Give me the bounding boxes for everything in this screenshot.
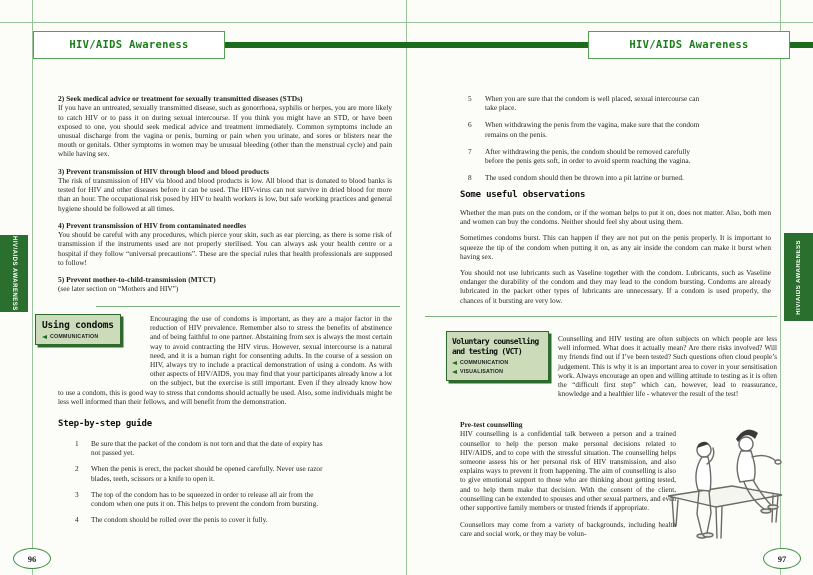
callout-title-line1: Voluntary counselling [452, 337, 539, 346]
left-page-border-line [32, 0, 33, 575]
spine-line [406, 0, 407, 575]
tag-communication [42, 334, 116, 340]
vct-callout [446, 331, 549, 381]
step-guide-title: Step-by-step guide [58, 419, 152, 430]
tag-arrow-icon [452, 370, 457, 374]
section-stds [58, 94, 392, 159]
step-number: 4 [75, 515, 79, 525]
step-number: 5 [468, 94, 472, 103]
tag-label: COMMUNICATION [50, 334, 99, 340]
pretest-heading: Pre-test counselling [460, 420, 523, 429]
step-number: 2 [75, 464, 79, 474]
step-item [468, 94, 705, 112]
left-page-header [33, 31, 225, 59]
step-item [468, 120, 705, 138]
using-condoms-callout [35, 314, 121, 345]
step-item [75, 490, 325, 508]
section-blood [58, 167, 392, 213]
using-condoms-callout-wrap [35, 314, 121, 380]
step-text: After withdrawing the penis, the condom should be removed carefully before the penis gets soft, in order to avoid sperm reaching the vagina. [485, 146, 691, 166]
tag-label: COMMUNICATION [460, 360, 509, 366]
right-page-header-title: HIV/AIDS Awareness [629, 39, 749, 51]
section-heading: 4) Prevent transmission of HIV from contaminated needles [58, 220, 247, 230]
right-side-tab-label: HIV/AIDS AWARENESS [795, 239, 802, 315]
step-text: The condom should be rolled over the penis to cover it fully. [91, 515, 268, 525]
section-heading: 5) Prevent mother-to-child-transmission (MTCT) [58, 275, 216, 285]
right-page-header [588, 31, 790, 59]
step-item [468, 147, 705, 165]
section-heading: 2) Seek medical advice or treatment for sexually transmitted diseases (STDs) [58, 94, 303, 103]
step-number: 7 [468, 146, 472, 156]
section-body: If you have an untreated, sexually transmitted disease, such as gonorrhoea, syphilis or herpes, you are more likely to catch HIV or to pass it on during sexual intercourse. If you think you might have an STD, or have been exposed to one, you should seek medical advice and treatment immediately. Common symptoms include an unusual discharge from the vagina or penis, burning or pain when you urinate, and sores or blisters near the mouth or genitals. Other symptoms in women may be unusual bleeding (other than the menstrual cycle) and pain while having sex. [58, 103, 392, 159]
observation-paragraph: Whether the man puts on the condom, or if the woman helps to put it on, does not matter. Also, both men and women can buy the condoms. Neither should feel shy about using them. [460, 208, 771, 227]
pretest-section [460, 420, 676, 540]
vct-intro-paragraph: Counselling and HIV testing are often subjects on which people are less well informed. What does it actually mean? Are there risks involved? Will my friends find out if I’ve been tested? Such questions often cloud people’s judgement. This is why it is an important area to cover in your sensitisation work. Always encourage an open and willing attitude to testing as it is often the “difficult first step” which can, however, lead to reassurance, knowledge and a healthier life - whatever the result of the test! [558, 335, 777, 399]
step-number: 6 [468, 120, 472, 130]
left-side-tab [0, 235, 28, 312]
pretest-paragraph: HIV counselling is a confidential talk between a person and a trained counsellor to help the person make personal decisions related to HIV/AIDS, and to cope with the stressful situation. The counselling helps someone assess his or her personal risk of HIV transmission, and also explains ways to prevent it from happening. The aim of counselling is also to give emotional support to those who are thinking about getting tested, and to help them make that decision. With the consent of the client, counselling can be extended to spouses and other sexual partners, and even other supportive family members or trusted friends if appropriate. [460, 430, 676, 513]
section-needles [58, 221, 392, 267]
right-page-number-badge [763, 548, 801, 569]
tag-arrow-icon [452, 361, 457, 365]
tag-label: VISUALISATION [460, 369, 504, 375]
step-number: 8 [468, 173, 472, 183]
left-side-tab-label: HIV/AIDS AWARENESS [11, 236, 17, 311]
step-item [75, 439, 325, 457]
observations-section [460, 190, 771, 305]
callout-title: Using condoms [42, 320, 114, 331]
observation-paragraph: Sometimes condoms burst. This can happen if they are not put on the penis properly. It is important to squeeze the tip of the condom when putting it on, as any air inside the condom can make it burst when having sex. [460, 233, 771, 261]
step-text: When withdrawing the penis from the vagina, make sure that the condom remains on the penis. [485, 120, 700, 139]
step-text: When the penis is erect, the packet should be opened carefully. Never use razor blades, teeth, scissors or a knife to open it. [91, 464, 323, 483]
step-text: The used condom should then be thrown into a pit latrine or burned. [485, 173, 684, 183]
step-list-left [75, 439, 325, 524]
step-item [468, 173, 705, 182]
step-item [75, 464, 325, 482]
callout-title-line2: and testing (VCT) [452, 347, 522, 356]
section-body: (see later section on “Mothers and HIV”) [58, 284, 179, 294]
step-text: When you are sure that the condom is well placed, sexual intercourse can take place. [485, 94, 700, 113]
condoms-intro-paragraph: Encouraging the use of condoms is important, as they are a major factor in the reduction of HIV prevalence. Remember also to stress the benefits of abstinence and of being faithful to one partner. Abstaining from sex is always the most certain way to avoid contracting the HIV virus. However, sexual intercourse is a natural need, and it is a human right for consenting adults. In the course of a session on HIV, always try to include a practical demonstration of using a condom. As with other aspects of HIV/AIDS, you may find that your participants already know a lot on the subject, but the exercise is still important. Even if they already know how to use a condom, this is good way to stress that condoms should actually be used. Also, some individuals might be less well informed than their fellows, and will benefit from the demonstration. [58, 314, 392, 406]
step-item [75, 515, 325, 524]
observations-title: Some useful observations [460, 190, 586, 200]
pretest-paragraph: Counsellors may come from a variety of backgrounds, including health care and social work, or they may be volun- [460, 521, 676, 539]
left-section-rule [96, 306, 400, 307]
left-page-number-badge [13, 548, 51, 569]
section-body: The risk of transmission of HIV via blood and blood products is low. All blood that is donated to blood banks is tested for HIV and other diseases before it can be used. The HIV-virus can not survive in dried blood for more than an hour. The occupational risk posed by HIV to health workers is low, but safe working practices and general hygiene should be followed at all times. [58, 176, 392, 213]
left-page-sections [58, 94, 392, 302]
tag-visualisation [452, 369, 546, 375]
top-border-line [0, 22, 813, 23]
tag-communication [452, 360, 546, 366]
section-body: You should be careful with any procedures, which pierce your skin, such as ear piercing, as there is some risk of transmission if the instruments used are not properly sterilised. You can always ask your health centre or a hospital if they follow “universal precautions”. These are the special rules that health professionals are supposed to follow! [58, 230, 392, 267]
step-text: The top of the condom has to be squeezed in order to release all air from the condom when one puts it on. This helps to prevent the condom from bursting. [91, 489, 319, 509]
right-section-rule [425, 316, 777, 317]
tag-arrow-icon [42, 335, 47, 339]
step-text: Be sure that the packet of the condom is not torn and that the date of expiry has not passed yet. [91, 439, 323, 458]
right-side-tab [784, 233, 813, 321]
left-page-header-title: HIV/AIDS Awareness [69, 39, 189, 51]
using-condoms-section [42, 314, 392, 531]
vct-intro-block [558, 335, 777, 399]
observation-paragraph: You should not use lubricants such as Vaseline together with the condom. Lubricants, such as Vaseline endanger the durability of the condom and they may lead to the condom bursting. Condoms are already lubricated in the packet other types of lubricants are unnecessary. If a condom is used properly, the chances of it bursting are very low. [460, 268, 771, 305]
step-number: 3 [75, 489, 79, 499]
counselling-bench-illustration [652, 416, 797, 544]
step-number: 1 [75, 439, 79, 449]
section-heading: 3) Prevent transmission of HIV through blood and blood products [58, 166, 269, 176]
right-page-number: 97 [777, 553, 787, 564]
left-page-number: 96 [27, 553, 37, 564]
bench-conversation-drawing [652, 416, 797, 544]
step-list-right [460, 94, 705, 189]
section-mtct [58, 275, 392, 294]
